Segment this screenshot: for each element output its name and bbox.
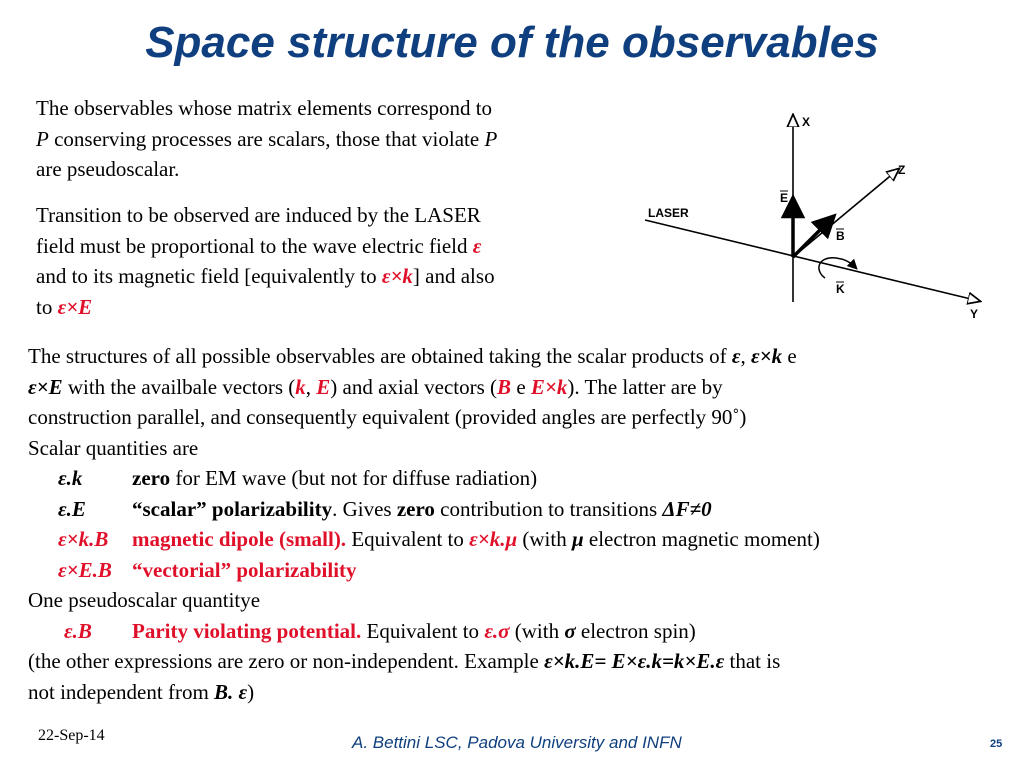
example-line-2-end: ) bbox=[247, 679, 255, 704]
axes-diagram bbox=[640, 110, 1010, 325]
e-vector-symbol: E bbox=[316, 374, 331, 399]
delta-f-symbol: ΔF≠0 bbox=[662, 496, 712, 521]
e-cross-k-symbol: E×k bbox=[530, 374, 568, 399]
z-axis bbox=[793, 172, 895, 257]
slide-title: Space structure of the observables bbox=[145, 18, 879, 67]
structures-line-2-t3: ). The latter are by bbox=[567, 374, 723, 399]
epsilon-symbol: ε bbox=[472, 233, 482, 258]
intro-line-2-text: conserving processes are scalars, those that violate bbox=[48, 126, 485, 151]
example-line-1 bbox=[28, 646, 1008, 677]
intro-line-1: The observables whose matrix elements correspond to bbox=[36, 96, 493, 120]
intro-line-3: are pseudoscalar. bbox=[36, 157, 180, 181]
scalar-polarizability-label: “scalar” polarizability bbox=[132, 496, 333, 521]
eps-cross-k-symbol: ε×k bbox=[381, 264, 413, 288]
example-line-1-end: that is bbox=[724, 649, 781, 673]
parity-symbol-2: P bbox=[484, 126, 498, 151]
comma-a: , bbox=[740, 344, 751, 368]
eps-dot-b: ε.B bbox=[64, 618, 92, 643]
pseudoscalar-row-text: Equivalent to bbox=[361, 618, 485, 643]
scalar-row-1 bbox=[28, 463, 1008, 494]
conj-e-b: e bbox=[511, 374, 531, 399]
zero-label-1: zero bbox=[132, 466, 171, 490]
eps-cross-e-dot-b: ε×E.B bbox=[58, 557, 112, 582]
eps-dot-e: ε.E bbox=[58, 496, 86, 521]
structures-line-2-t2: ) and axial vectors ( bbox=[330, 374, 498, 399]
y-label: Y bbox=[970, 307, 979, 321]
example-line-2 bbox=[28, 677, 1008, 708]
conj-e-a: e bbox=[782, 344, 797, 368]
transition-paragraph bbox=[36, 200, 616, 322]
magnetic-dipole-label: magnetic dipole (small). bbox=[132, 527, 347, 551]
zero-label-2: zero bbox=[396, 496, 435, 521]
example-expression: ε×k.E= E×ε.k=k×E.ε bbox=[544, 649, 725, 673]
b-vector-symbol: B bbox=[497, 374, 512, 399]
pseudoscalar-row-text-2: (with bbox=[509, 618, 565, 643]
structures-line-2-t1: with the availbale vectors ( bbox=[62, 374, 296, 399]
eps-dot-k: ε.k bbox=[58, 466, 83, 490]
k-rotation-arrow bbox=[819, 258, 854, 278]
y-axis bbox=[645, 220, 975, 300]
example-line-1-text: (the other expressions are zero or non-independent. Example bbox=[28, 649, 545, 673]
page-number: 25 bbox=[990, 738, 1003, 750]
b-dot-eps-expression: B. ε bbox=[214, 679, 248, 704]
scalar-heading: Scalar quantities are bbox=[28, 435, 199, 460]
structures-line-3: construction parallel, and consequently equivalent (provided angles are perfectly 90˚) bbox=[28, 405, 747, 429]
scalar-row-1-text: for EM wave (but not for diffuse radiation) bbox=[170, 466, 538, 490]
mu-symbol: μ bbox=[571, 527, 584, 551]
transition-line-3-text: and to its magnetic field [equivalently to bbox=[36, 264, 382, 288]
scalar-row-2-text: . Gives bbox=[332, 496, 397, 521]
example-line-2-text: not independent from bbox=[28, 679, 215, 704]
scalar-row-3 bbox=[28, 524, 1008, 555]
intro-paragraph bbox=[36, 93, 616, 185]
structures-paragraph bbox=[28, 341, 1008, 707]
laser-label: LASER bbox=[648, 206, 689, 220]
eps-dot-sigma: ε.σ bbox=[484, 618, 510, 643]
transition-line-1: Transition to be observed are induced by the LASER bbox=[36, 203, 481, 227]
scalar-row-3-text-3: electron magnetic moment) bbox=[583, 527, 820, 551]
transition-line-2 bbox=[36, 231, 616, 262]
sigma-symbol: σ bbox=[564, 618, 576, 643]
scalar-row-3-text-2: (with bbox=[517, 527, 572, 551]
parity-violating-label: Parity violating potential. bbox=[132, 618, 362, 643]
z-label: Z bbox=[898, 163, 906, 177]
x-label: X bbox=[802, 115, 811, 129]
pseudoscalar-row-text-3: electron spin) bbox=[575, 618, 696, 643]
scalar-row-2 bbox=[28, 494, 1008, 525]
eps-cross-e-symbol: ε×E bbox=[57, 294, 93, 319]
e-label: E bbox=[780, 191, 789, 205]
comma-b: , bbox=[305, 374, 317, 399]
transition-line-4 bbox=[36, 292, 616, 323]
structures-line-2 bbox=[28, 372, 1008, 403]
eps-cross-k-dot-b: ε×k.B bbox=[58, 527, 109, 551]
k-vector-symbol: k bbox=[295, 374, 306, 399]
scalar-row-2-text-2: contribution to transitions bbox=[434, 496, 663, 521]
eps-cross-e-a: ε×E bbox=[28, 374, 63, 399]
transition-line-3-end: ] and also bbox=[412, 264, 495, 288]
structures-line-1 bbox=[28, 341, 1008, 372]
scalar-row-3-text: Equivalent to bbox=[346, 527, 470, 551]
transition-line-3 bbox=[36, 261, 616, 292]
parity-symbol: P bbox=[36, 126, 49, 151]
footer-date: 22-Sep-14 bbox=[38, 727, 105, 744]
pseudoscalar-row bbox=[28, 616, 1008, 647]
b-label: B bbox=[836, 229, 845, 243]
pseudoscalar-heading: One pseudoscalar quantitye bbox=[28, 588, 261, 612]
structures-line-1-text: The structures of all possible observables are obtained taking the scalar products of bbox=[28, 344, 732, 368]
b-vector bbox=[793, 222, 828, 257]
transition-line-2-text: field must be proportional to the wave electric field bbox=[36, 233, 473, 258]
scalar-row-4 bbox=[28, 555, 1008, 586]
eps-cross-k-a: ε×k bbox=[750, 344, 783, 368]
k-label: K bbox=[836, 282, 845, 296]
footer-credit: A. Bettini LSC, Padova University and INFN bbox=[352, 733, 682, 752]
intro-line-2 bbox=[36, 124, 616, 155]
eps-cross-k-dot-mu: ε×k.μ bbox=[469, 527, 518, 551]
eps-symbol-a: ε bbox=[731, 344, 741, 368]
transition-line-4-text: to bbox=[36, 294, 58, 319]
vectorial-polarizability-label: “vectorial” polarizability bbox=[132, 557, 357, 582]
